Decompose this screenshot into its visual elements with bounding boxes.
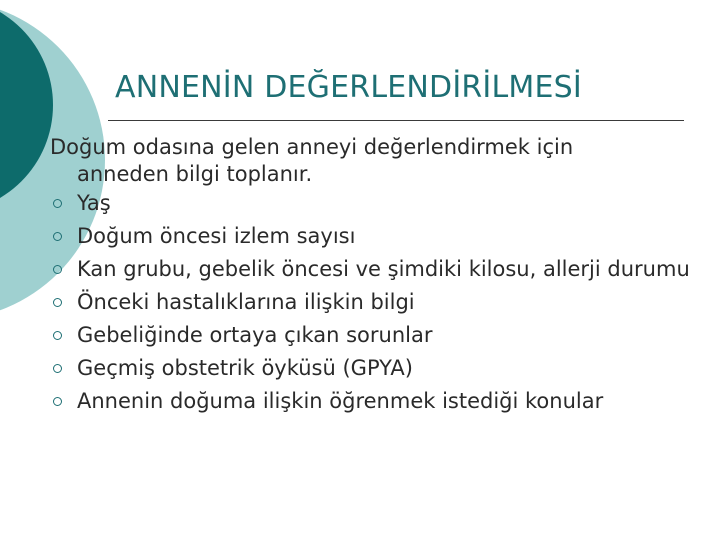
title-underline [108, 120, 684, 121]
circle-bullet-icon [53, 331, 62, 340]
circle-bullet-icon [53, 364, 62, 373]
list-item-label: Kan grubu, gebelik öncesi ve şimdiki kilosu, allerji durumu [77, 257, 690, 281]
list-item-label: Geçmiş obstetrik öyküsü (GPYA) [77, 356, 413, 380]
intro-line-1: Doğum odasına gelen anneyi değerlendirmek için [50, 135, 574, 159]
intro-text [50, 134, 700, 188]
intro-line-2: anneden bilgi toplanır. [77, 162, 313, 186]
list-item [50, 256, 700, 283]
list-item [50, 388, 700, 415]
circle-bullet-icon [53, 298, 62, 307]
list-item [50, 190, 700, 217]
slide-content [50, 134, 700, 421]
list-item [50, 322, 700, 349]
list-item-label: Önceki hastalıklarına ilişkin bilgi [77, 290, 415, 314]
slide-title: ANNENİN DEĞERLENDİRİLMESİ [115, 70, 582, 105]
list-item-label: Annenin doğuma ilişkin öğrenmek istediği konular [77, 389, 604, 413]
circle-bullet-icon [53, 265, 62, 274]
list-item [50, 355, 700, 382]
list-item-label: Gebeliğinde ortaya çıkan sorunlar [77, 323, 433, 347]
list-item [50, 223, 700, 250]
circle-bullet-icon [53, 232, 62, 241]
list-item [50, 289, 700, 316]
list-item-label: Doğum öncesi izlem sayısı [77, 224, 356, 248]
circle-bullet-icon [53, 397, 62, 406]
bullet-list [50, 190, 700, 415]
list-item-label: Yaş [77, 191, 111, 215]
circle-bullet-icon [53, 199, 62, 208]
